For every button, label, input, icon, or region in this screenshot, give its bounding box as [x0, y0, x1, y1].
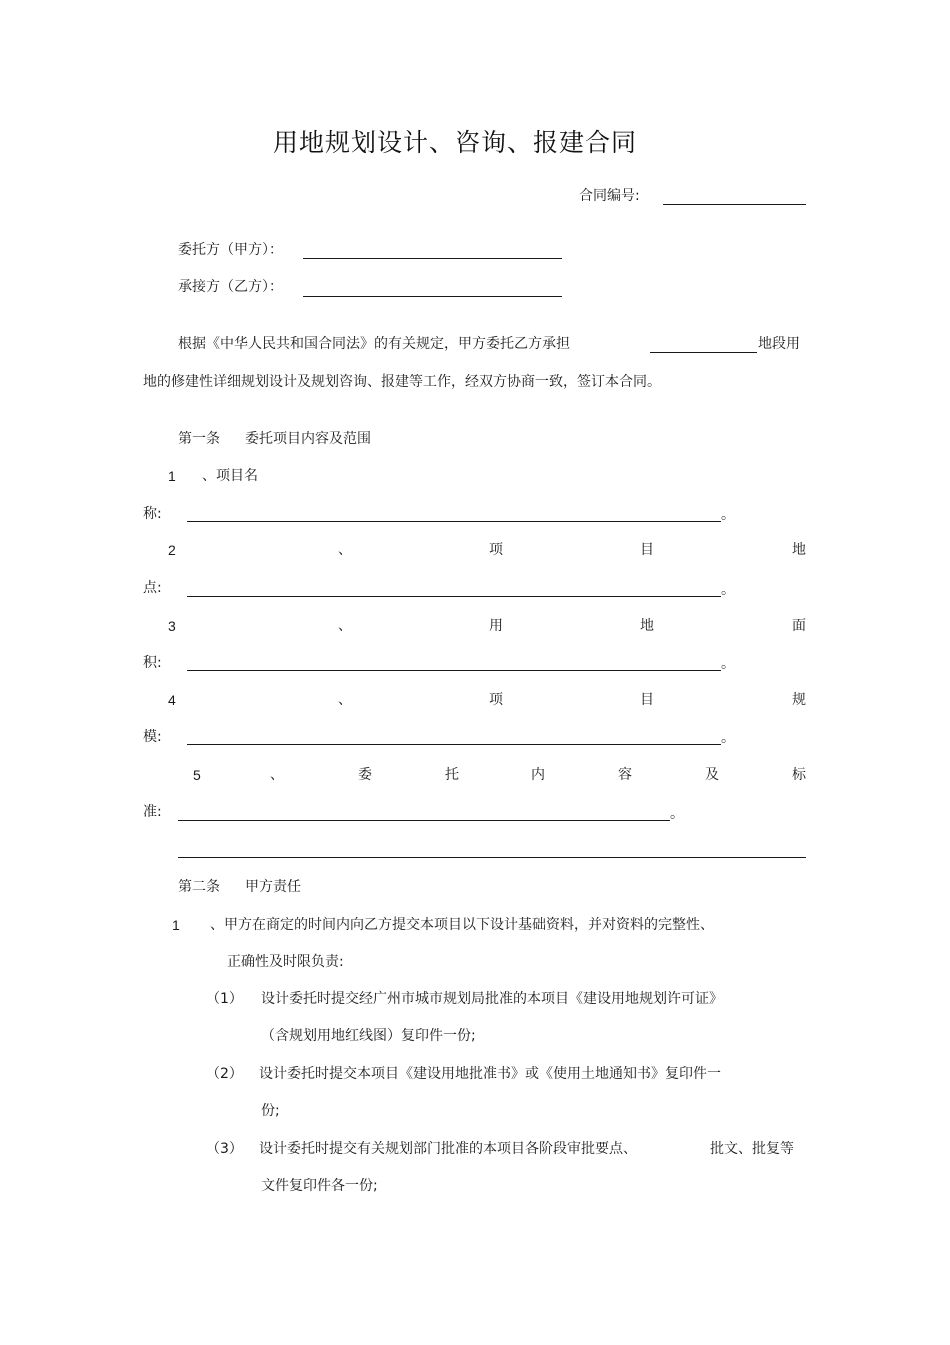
- item5-end: 。: [670, 806, 684, 822]
- land-area-blank[interactable]: [187, 670, 721, 671]
- land-section-blank[interactable]: [650, 352, 757, 353]
- item5-char: 及: [705, 767, 719, 783]
- item5-tail: 准:: [143, 804, 162, 820]
- sub3-number: （3）: [206, 1141, 243, 1157]
- commission-standard-blank-2[interactable]: [178, 857, 806, 858]
- project-name-blank[interactable]: [187, 521, 721, 522]
- page-title: 用地规划设计、咨询、报建合同: [273, 128, 638, 157]
- item4-char: 、: [338, 692, 352, 708]
- item4-char: 规: [792, 692, 806, 708]
- item5-char: 托: [445, 767, 459, 783]
- article2-item1-number: 1: [172, 917, 180, 933]
- preamble-line2: 地的修建性详细规划设计及规划咨询、报建等工作，经双方协商一致，签订本合同。: [143, 374, 661, 390]
- item3-char: 用: [489, 618, 503, 634]
- item2-number: 2: [168, 542, 176, 558]
- sub2-line1: 设计委托时提交本项目《建设用地批准书》或《使用土地通知书》复印件一: [259, 1066, 721, 1082]
- item2-char: 地: [792, 542, 806, 558]
- item1-tail: 称:: [143, 506, 162, 522]
- item3-end: 。: [721, 656, 735, 672]
- sub3-line2: 文件复印件各一份;: [261, 1178, 378, 1194]
- sub1-line1: 设计委托时提交经广州市城市规划局批准的本项目《建设用地规划许可证》: [261, 991, 723, 1007]
- item2-char: 、: [338, 542, 352, 558]
- sub2-line2: 份;: [261, 1103, 280, 1119]
- sub3-line1-tail: 批文、批复等: [710, 1141, 794, 1157]
- item4-char: 目: [640, 692, 654, 708]
- item5-char: 容: [618, 767, 632, 783]
- item4-end: 。: [721, 730, 735, 746]
- article2-item1-line1: 、甲方在商定的时间内向乙方提交本项目以下设计基础资料，并对资料的完整性、: [210, 917, 714, 933]
- preamble-line1: 根据《中华人民共和国合同法》的有关规定，甲方委托乙方承担: [178, 336, 570, 352]
- article1-number: 第一条: [178, 431, 220, 447]
- sub2-number: （2）: [206, 1066, 243, 1082]
- commission-standard-blank[interactable]: [178, 820, 670, 821]
- item2-char: 项: [489, 542, 503, 558]
- article1-heading: 委托项目内容及范围: [245, 431, 371, 447]
- item3-number: 3: [168, 618, 176, 634]
- item5-number: 5: [193, 767, 201, 783]
- contract-number-blank[interactable]: [663, 204, 806, 205]
- item3-char: 地: [640, 618, 654, 634]
- item5-char: 标: [792, 767, 806, 783]
- item1-end: 。: [721, 507, 735, 523]
- item5-char: 内: [531, 767, 545, 783]
- party-b-label: 承接方（乙方）：: [178, 279, 283, 295]
- item3-char: 、: [338, 618, 352, 634]
- project-scale-blank[interactable]: [187, 744, 721, 745]
- article2-item1-line2: 正确性及时限负责:: [227, 954, 344, 970]
- sub1-number: （1）: [206, 991, 243, 1007]
- item2-tail: 点:: [143, 580, 162, 596]
- item4-tail: 模:: [143, 729, 162, 745]
- project-location-blank[interactable]: [187, 596, 721, 597]
- sub3-line1: 设计委托时提交有关规划部门批准的本项目各阶段审批要点、: [259, 1141, 637, 1157]
- party-a-blank[interactable]: [303, 258, 562, 259]
- article2-heading: 甲方责任: [245, 879, 301, 895]
- item5-char: 委: [358, 767, 372, 783]
- item1-text: 、项目名: [202, 468, 258, 484]
- item4-number: 4: [168, 692, 176, 708]
- preamble-line1-tail: 地段用: [758, 336, 800, 352]
- item5-char: 、: [270, 767, 284, 783]
- item3-char: 面: [792, 618, 806, 634]
- item2-end: 。: [721, 582, 735, 598]
- item3-tail: 积:: [143, 655, 162, 671]
- article2-number: 第二条: [178, 879, 220, 895]
- item1-number: 1: [168, 468, 176, 484]
- item4-char: 项: [489, 692, 503, 708]
- party-b-blank[interactable]: [303, 296, 562, 297]
- contract-number-label: 合同编号:: [579, 188, 640, 204]
- party-a-label: 委托方（甲方）：: [178, 242, 283, 258]
- item2-char: 目: [640, 542, 654, 558]
- sub1-line2: （含规划用地红线图）复印件一份;: [261, 1028, 476, 1044]
